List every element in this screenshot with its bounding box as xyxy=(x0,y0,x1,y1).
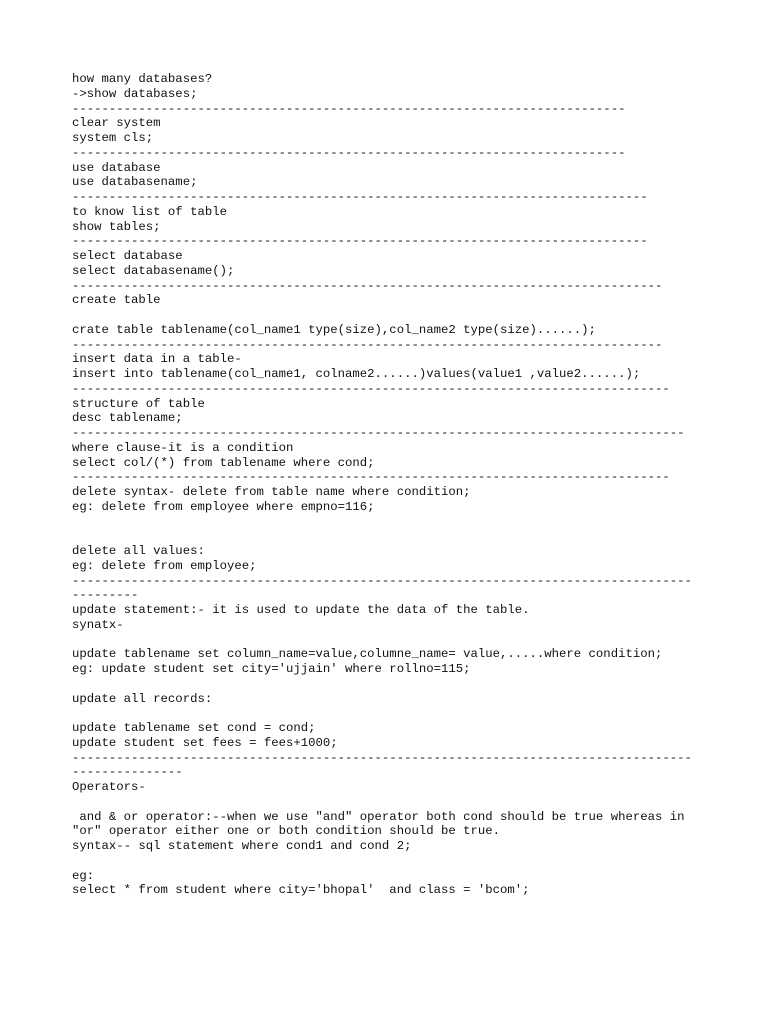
blank-line xyxy=(72,677,712,692)
text-line: delete syntax- delete from table name where condition; xyxy=(72,485,471,499)
text-line: insert data in a table- xyxy=(72,352,242,367)
text-line: crate table tablename(col_name1 type(size),col_name2 type(size)......); xyxy=(72,322,596,337)
divider-line: --------- xyxy=(72,588,139,603)
divider-line: --------------- xyxy=(72,765,183,780)
text-line: update statement:- it is used to update the data of the table. xyxy=(72,603,530,617)
text-line: update tablename set cond = cond; xyxy=(72,721,316,735)
text-line: desc tablename; xyxy=(72,411,183,426)
text-line: use database xyxy=(72,160,161,175)
divider-line: -------------------------------------------------------------------------------- xyxy=(72,337,663,352)
text-line: and & or operator:--when we use "and" operator both cond should be true whereas in xyxy=(72,809,685,824)
divider-line: ------------------------------------------------------------------------------------ xyxy=(72,573,692,588)
divider-line: ------------------------------------------------------------------------------ xyxy=(72,190,648,204)
blank-line xyxy=(72,706,712,721)
text-line: "or" operator either one or both condition should be true. xyxy=(72,824,501,839)
text-line: structure of table xyxy=(72,396,205,411)
text-line: update tablename set column_name=value,columne_name= value,.....where condition; xyxy=(72,647,663,662)
text-line: eg: delete from employee; xyxy=(72,558,257,573)
divider-line: --------------------------------------------------------------------------- xyxy=(72,101,626,116)
text-line: select databasename(); xyxy=(72,263,235,278)
text-line: syntax-- sql statement where cond1 and cond 2; xyxy=(72,839,412,853)
text-line: show tables; xyxy=(72,219,161,234)
text-line: system cls; xyxy=(72,131,154,145)
text-line: eg: update student set city='ujjain' where rollno=115; xyxy=(72,662,471,676)
text-line: ->show databases; xyxy=(72,86,198,101)
text-line: update student set fees = fees+1000; xyxy=(72,735,338,750)
text-line: select database xyxy=(72,249,183,263)
divider-line: --------------------------------------------------------------------------------- xyxy=(72,470,670,485)
blank-line xyxy=(72,795,712,810)
text-line: update all records: xyxy=(72,691,213,706)
blank-line xyxy=(72,854,712,869)
text-line: select * from student where city='bhopal' and class = 'bcom'; xyxy=(72,883,530,898)
blank-line xyxy=(72,633,712,648)
text-line: Operators- xyxy=(72,780,146,794)
text-line: how many databases? xyxy=(72,72,213,86)
text-line: eg: xyxy=(72,868,95,883)
text-line: synatx- xyxy=(72,617,124,632)
divider-line: ------------------------------------------------------------------------------------ xyxy=(72,750,692,765)
text-line: select col/(*) from tablename where cond; xyxy=(72,455,375,470)
blank-line xyxy=(72,529,712,544)
text-line: use databasename; xyxy=(72,175,198,190)
text-line: to know list of table xyxy=(72,204,227,219)
text-line: delete all values: xyxy=(72,544,205,558)
text-line: insert into tablename(col_name1, colname2......)values(value1 ,value2......); xyxy=(72,367,641,381)
divider-line: -------------------------------------------------------------------------------- xyxy=(72,278,663,293)
divider-line: ----------------------------------------------------------------------------------- xyxy=(72,426,685,440)
blank-line xyxy=(72,308,712,323)
divider-line: --------------------------------------------------------------------------- xyxy=(72,145,626,160)
text-line: where clause-it is a condition xyxy=(72,440,294,455)
text-line: clear system xyxy=(72,116,161,131)
divider-line: ------------------------------------------------------------------------------ xyxy=(72,234,648,249)
text-line: eg: delete from employee where empno=116; xyxy=(72,499,375,514)
document-body xyxy=(72,72,712,898)
divider-line: --------------------------------------------------------------------------------- xyxy=(72,381,670,396)
blank-line xyxy=(72,515,712,530)
text-line: create table xyxy=(72,293,161,308)
